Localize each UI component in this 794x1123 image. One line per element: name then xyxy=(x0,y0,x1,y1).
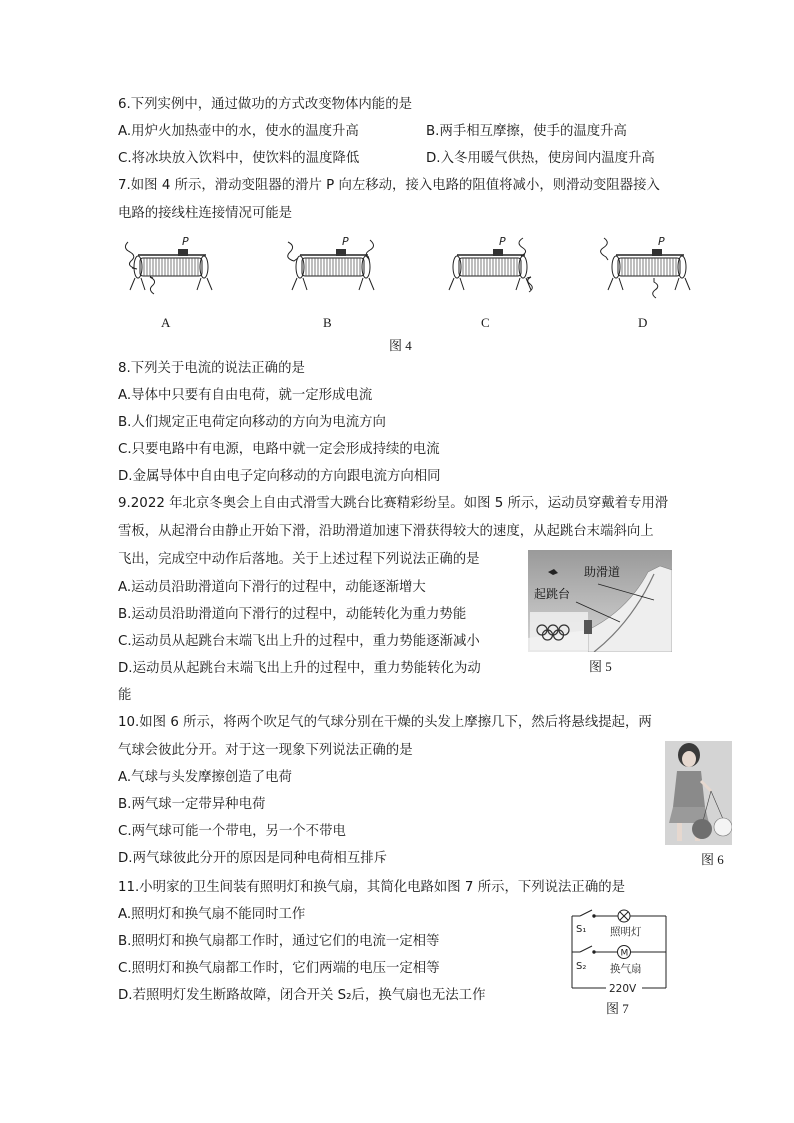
q6-option-c: C.将冰块放入饮料中，使饮料的温度降低 xyxy=(118,151,360,166)
fig7-caption: 图 7 xyxy=(606,1001,629,1016)
q9-stem-line3: 飞出，完成空中动作后落地。关于上述过程下列说法正确的是 xyxy=(118,552,480,567)
fig4-label-d: D xyxy=(638,315,648,330)
rheostat-figure-b xyxy=(280,228,380,300)
q10-option-b: B.两气球一定带异种电荷 xyxy=(118,797,266,812)
q11-option-a: A.照明灯和换气扇不能同时工作 xyxy=(118,907,306,922)
circuit-diagram xyxy=(566,908,676,1000)
q7-stem-line2: 电路的接线柱连接情况可能是 xyxy=(118,206,293,221)
fig4-label-c: C xyxy=(481,315,490,330)
q6-stem: 6.下列实例中，通过做功的方式改变物体内能的是 xyxy=(118,97,412,112)
q8-option-b: B.人们规定正电荷定向移动的方向为电流方向 xyxy=(118,415,386,430)
q6-option-b: B.两手相互摩擦，使手的温度升高 xyxy=(426,124,627,139)
q11-option-b: B.照明灯和换气扇都工作时，通过它们的电流一定相等 xyxy=(118,934,440,949)
q9-option-c: C.运动员从起跳台末端飞出上升的过程中，重力势能逐渐减小 xyxy=(118,634,480,649)
lamp-label: 照明灯 xyxy=(610,926,642,938)
fig4-label-a: A xyxy=(161,315,171,330)
fig5-label-jump: 起跳台 xyxy=(534,587,571,601)
q9-option-d-line2: 能 xyxy=(118,688,132,703)
q10-stem-line2: 气球会彼此分开。对于这一现象下列说法正确的是 xyxy=(118,743,413,758)
rheostat-figure-a xyxy=(118,228,218,300)
q10-option-d: D.两气球彼此分开的原因是同种电荷相互排斥 xyxy=(118,851,387,866)
balloon-girl-photo xyxy=(665,741,732,845)
q11-option-d: D.若照明灯发生断路故障，闭合开关 S₂后，换气扇也无法工作 xyxy=(118,988,486,1003)
fig5-label-ramp: 助滑道 xyxy=(584,565,621,579)
q7-stem-line1: 7.如图 4 所示，滑动变阻器的滑片 P 向左移动，接入电路的阻值将减小，则滑动变阻器接入 xyxy=(118,178,660,193)
q11-option-c: C.照明灯和换气扇都工作时，它们两端的电压一定相等 xyxy=(118,961,440,976)
q9-option-d-line1: D.运动员从起跳台末端飞出上升的过程中，重力势能转化为动 xyxy=(118,661,481,676)
q9-stem-line1: 9.2022 年北京冬奥会上自由式滑雪大跳台比赛精彩纷呈。如图 5 所示，运动员穿戴着专用滑 xyxy=(118,496,669,511)
fan-label: 换气扇 xyxy=(610,963,642,975)
rheostat-figure-c xyxy=(437,228,537,300)
q9-stem-line2: 雪板，从起滑台由静止开始下滑，沿助滑道加速下滑获得较大的速度，从起跳台末端斜向上 xyxy=(118,524,654,539)
fig6-caption: 图 6 xyxy=(701,852,724,867)
switch-s1-label: S₁ xyxy=(576,924,587,935)
q10-option-c: C.两气球可能一个带电，另一个不带电 xyxy=(118,824,346,839)
fig4-label-b: B xyxy=(323,315,332,330)
fig5-caption: 图 5 xyxy=(589,659,612,674)
q6-option-d: D.入冬用暖气供热，使房间内温度升高 xyxy=(426,151,655,166)
q8-option-a: A.导体中只要有自由电荷，就一定形成电流 xyxy=(118,388,373,403)
rheostat-figure-d xyxy=(596,228,696,300)
rheostat-a-slider-label: P xyxy=(182,235,189,248)
q8-option-d: D.金属导体中自由电子定向移动的方向跟电流方向相同 xyxy=(118,469,441,484)
rheostat-c-slider-label: P xyxy=(499,235,506,248)
q9-option-a: A.运动员沿助滑道向下滑行的过程中，动能逐渐增大 xyxy=(118,580,426,595)
q10-stem-line1: 10.如图 6 所示，将两个吹足气的气球分别在干燥的头发上摩擦几下，然后将悬线提起，两 xyxy=(118,715,652,730)
q8-option-c: C.只要电路中有电源，电路中就一定会形成持续的电流 xyxy=(118,442,440,457)
fig4-caption: 图 4 xyxy=(389,338,412,353)
motor-symbol-label: M xyxy=(620,948,629,959)
supply-voltage-label: 220V xyxy=(609,983,637,995)
switch-s2-label: S₂ xyxy=(576,961,587,972)
q10-option-a: A.气球与头发摩擦创造了电荷 xyxy=(118,770,292,785)
q9-option-b: B.运动员沿助滑道向下滑行的过程中，动能转化为重力势能 xyxy=(118,607,467,622)
q11-stem: 11.小明家的卫生间装有照明灯和换气扇，其简化电路如图 7 所示，下列说法正确的是 xyxy=(118,880,625,895)
ski-jump-photo xyxy=(528,550,672,652)
q8-stem: 8.下列关于电流的说法正确的是 xyxy=(118,361,305,376)
rheostat-b-slider-label: P xyxy=(342,235,349,248)
q6-option-a: A.用炉火加热壶中的水，使水的温度升高 xyxy=(118,124,359,139)
rheostat-d-slider-label: P xyxy=(658,235,665,248)
